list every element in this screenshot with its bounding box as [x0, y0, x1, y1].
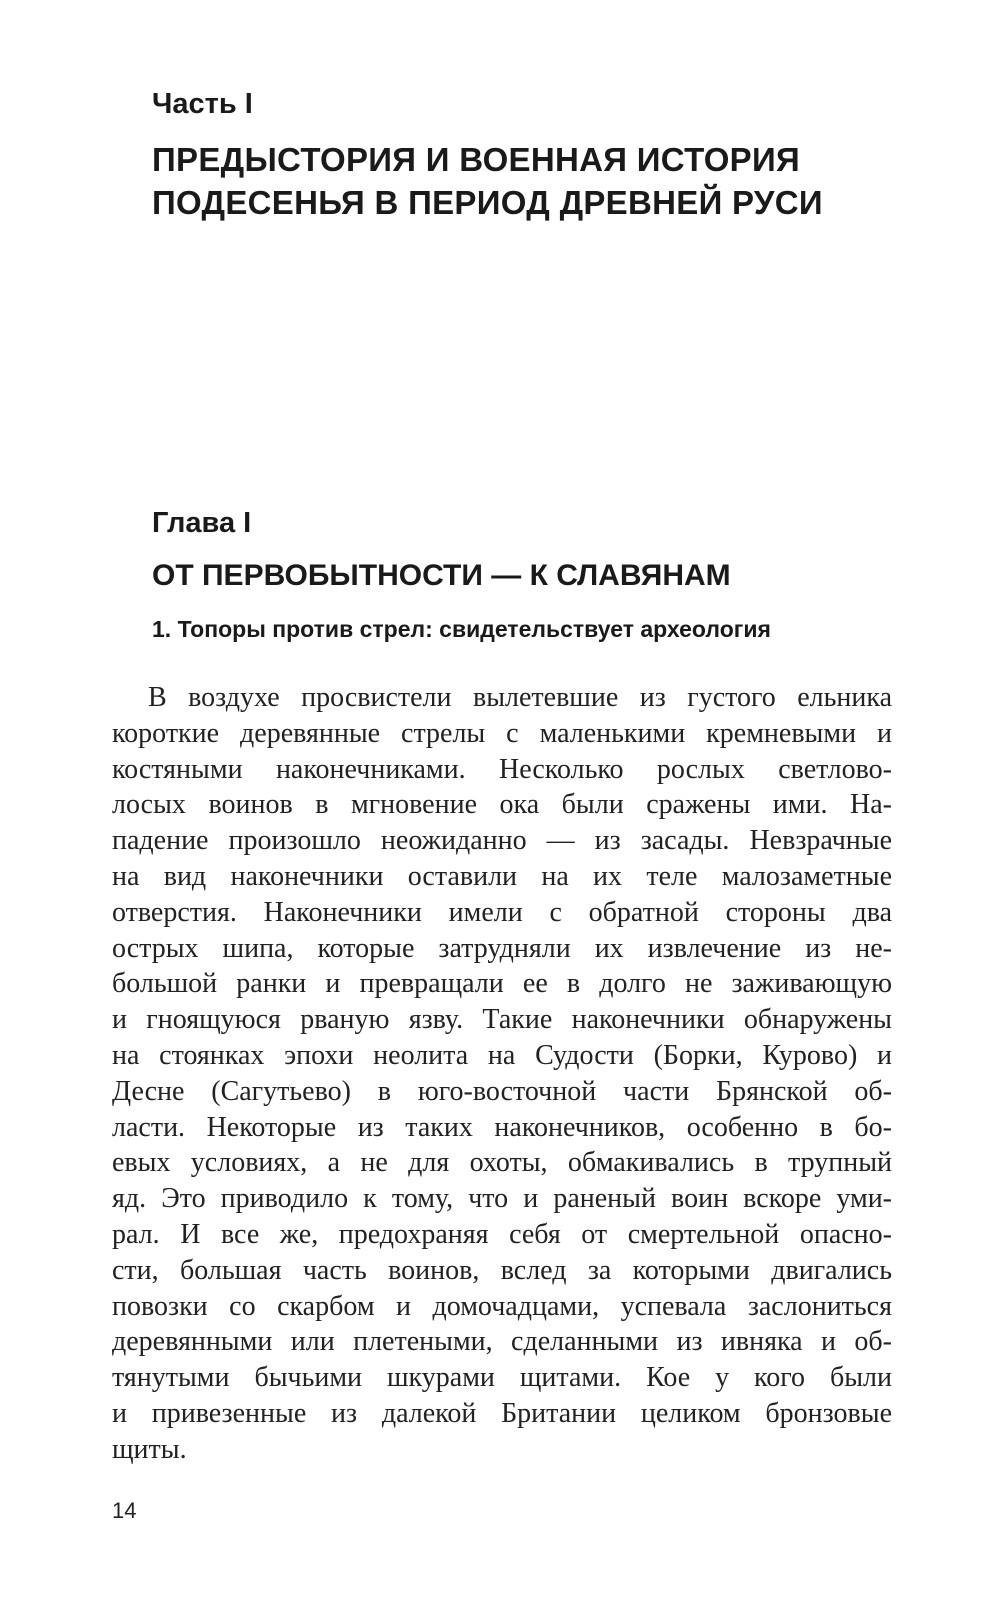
body-line: и гноящуюся рваную язву. Такие наконечники обнаружены: [112, 1004, 892, 1036]
part-label: Часть I: [152, 88, 253, 120]
part-title: [152, 138, 932, 224]
body-paragraph: [112, 680, 892, 1468]
body-line: лосых воинов в мгновение ока были сражены ими. На-: [112, 789, 892, 821]
chapter-title: ОТ ПЕРВОБЫТНОСТИ — К СЛАВЯНАМ: [152, 559, 731, 592]
body-line: на стоянках эпохи неолита на Судости (Борки, Курово) и: [112, 1039, 892, 1071]
body-line: костяными наконечниками. Несколько рослых светлово-: [112, 753, 892, 785]
chapter-label: Глава I: [152, 507, 252, 539]
body-line: рал. И все же, предохраняя себя от смертельной опасно-: [112, 1218, 892, 1250]
body-line: короткие деревянные стрелы с маленькими кремневыми и: [112, 717, 892, 749]
body-line: и привезенные из далекой Британии целиком бронзовые: [112, 1397, 892, 1429]
body-line: острых шипа, которые затрудняли их извлечение из не-: [112, 932, 892, 964]
body-line: яд. Это приводило к тому, что и раненый воин вскоре уми-: [112, 1183, 892, 1215]
section-title: 1. Топоры против стрел: свидетельствует археология: [152, 616, 771, 642]
body-line: евых условиях, а не для охоты, обмакивались в трупный: [112, 1147, 892, 1179]
body-line: ласти. Некоторые из таких наконечников, особенно в бо-: [112, 1111, 892, 1143]
body-line: Десне (Сагутьево) в юго-восточной части Брянской об-: [112, 1075, 892, 1107]
part-title-line: ПОДЕСЕНЬЯ В ПЕРИОД ДРЕВНЕЙ РУСИ: [152, 184, 823, 221]
body-line: сти, большая часть воинов, вслед за которыми двигались: [112, 1254, 892, 1286]
body-line: деревянными или плетеными, сделанными из ивняка и об-: [112, 1326, 892, 1358]
part-title-line: ПРЕДЫСТОРИЯ И ВОЕННАЯ ИСТОРИЯ: [152, 141, 801, 178]
body-line: отверстия. Наконечники имели с обратной стороны два: [112, 896, 892, 928]
body-line: падение произошло неожиданно — из засады. Невзрачные: [112, 825, 892, 857]
body-line: тянутыми бычьими шкурами щитами. Кое у кого были: [112, 1362, 892, 1394]
body-line: щиты.: [112, 1433, 187, 1465]
body-line: на вид наконечники оставили на их теле малозаметные: [112, 860, 892, 892]
body-line: большой ранки и превращали ее в долго не заживающую: [112, 968, 892, 1000]
page-number: 14: [112, 1498, 137, 1523]
body-line: повозки со скарбом и домочадцами, успевала заслониться: [112, 1290, 892, 1322]
body-line: В воздухе просвистели вылетевшие из густого ельника: [148, 682, 892, 713]
